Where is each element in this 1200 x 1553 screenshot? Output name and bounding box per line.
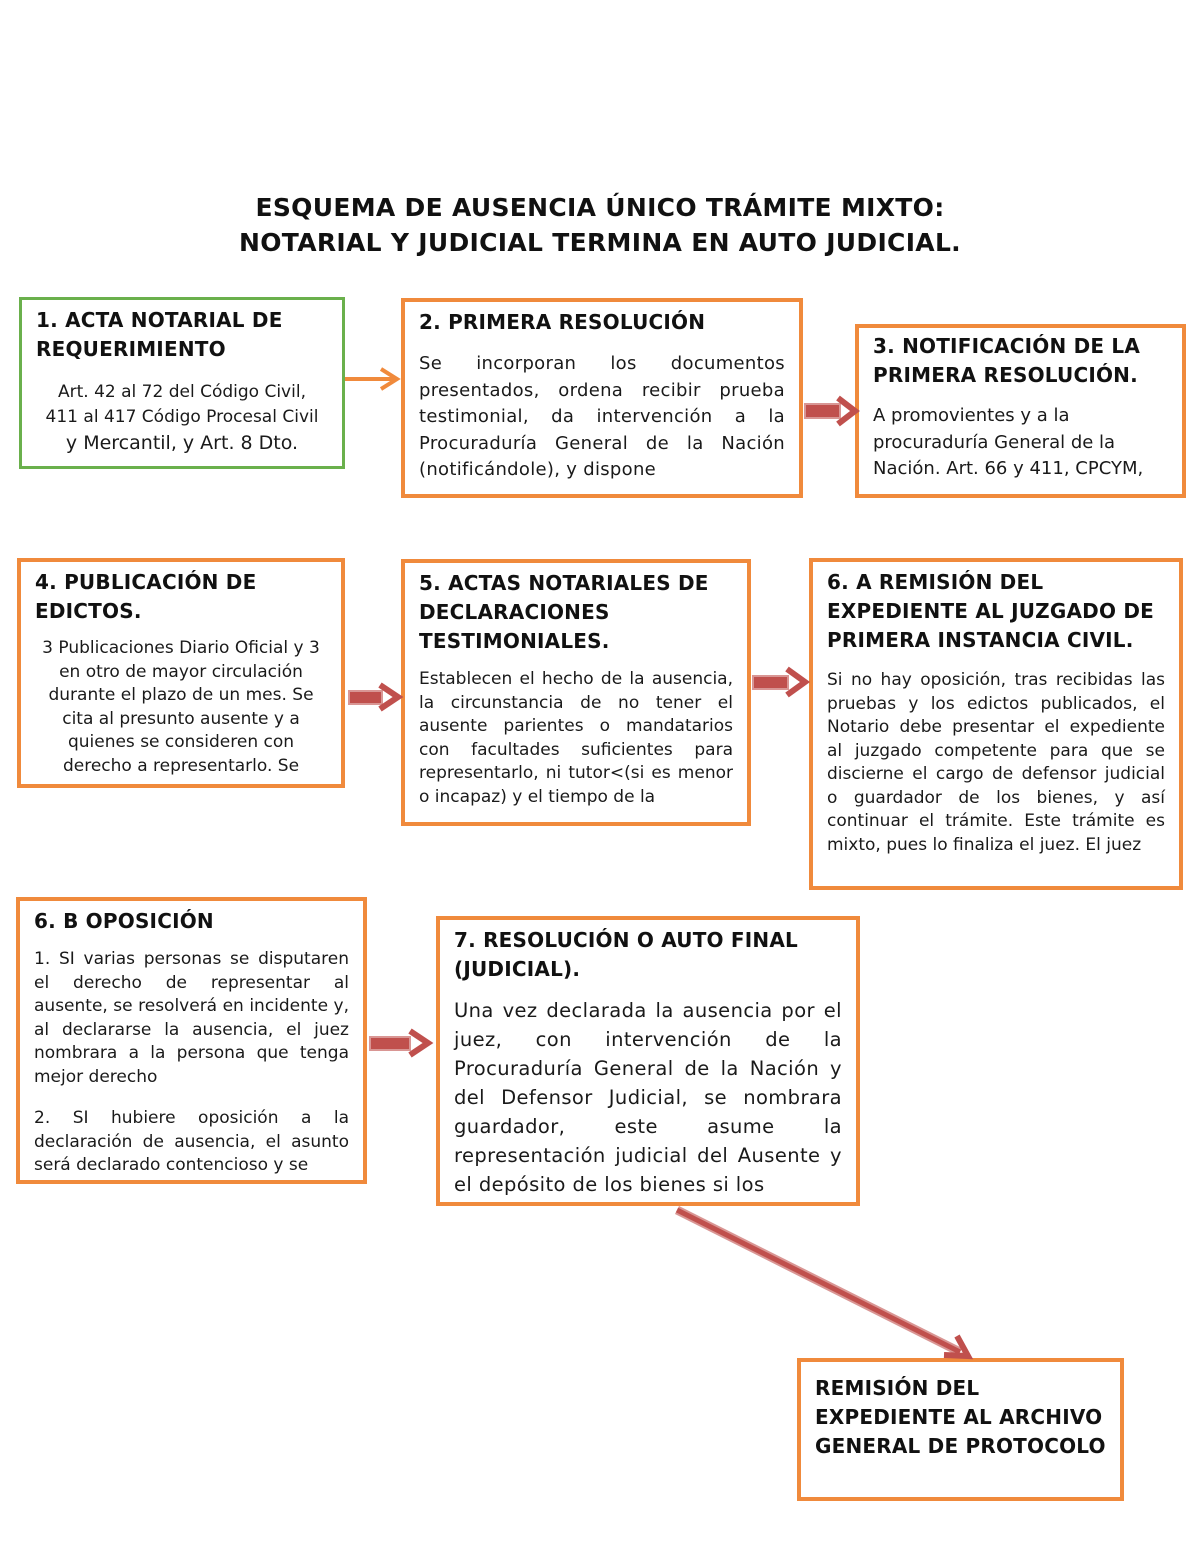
page-title-line-1: ESQUEMA DE AUSENCIA ÚNICO TRÁMITE MIXTO:: [255, 193, 945, 222]
step-7-heading: 7. RESOLUCIÓN O AUTO FINAL (JUDICIAL).: [454, 928, 798, 981]
arrow-1-to-2: [345, 369, 397, 389]
arrow-5-to-6a: [753, 669, 805, 695]
step-7-text: Una vez declarada la ausencia por el juez, con intervención de la Procuraduría General de la Nación y del Defensor Judicial, se nombrara guardador, este asume la representación judicial del Ausente y el depósito de los bienes si los: [454, 999, 842, 1196]
step-1-line-1: Art. 42 al 72 del Código Civil,: [58, 382, 306, 402]
step-4-text: 3 Publicaciones Diario Oficial y 3 en otro de mayor circulación durante el plazo de un mes. Se cita al presunto ausente y a quienes se consideren con derecho a representarlo. Se: [42, 638, 320, 776]
step-6a-heading: 6. A REMISIÓN DEL EXPEDIENTE AL JUZGADO DE PRIMERA INSTANCIA CIVIL.: [827, 570, 1155, 652]
step-6b-heading: 6. B OPOSICIÓN: [34, 909, 214, 933]
step-6b-text-1: 1. SI varias personas se disputaren el derecho de representar al ausente, se resolverá en incidente y, al declararse la ausencia, el juez nombrara a la persona que tenga mejor derecho: [34, 949, 349, 1087]
step-1-line-2: 411 al 417 Código Procesal Civil: [45, 407, 319, 427]
step-3-heading: 3. NOTIFICACIÓN DE LA PRIMERA RESOLUCIÓN.: [873, 334, 1141, 387]
step-1-line-3: y Mercantil, y Art. 8 Dto.: [65, 432, 299, 454]
page-title-line-2: NOTARIAL Y JUDICIAL TERMINA EN AUTO JUDICIAL.: [239, 228, 961, 257]
arrow-6b-to-7: [370, 1031, 428, 1055]
step-4-heading: 4. PUBLICACIÓN DE EDICTOS.: [35, 570, 257, 623]
step-6a-text: Si no hay oposición, tras recibidas las pruebas y los edictos publicados, el Notario debe presentar el expediente al juzgado competente para que se discierne el cargo de defensor judicial o guardador de los bienes, y así continuar el trámite. Este trámite es mixto, pues lo finaliza el juez. El juez: [827, 670, 1165, 855]
arrow-7-to-final: [677, 1210, 968, 1356]
step-2-text: Se incorporan los documentos presentados, ordena recibir prueba testimonial, da intervención a la Procuraduría General de la Nación (notificándole), y dispone: [419, 353, 785, 480]
arrow-2-to-3: [805, 398, 855, 424]
step-5-heading: 5. ACTAS NOTARIALES DE DECLARACIONES TESTIMONIALES.: [419, 571, 709, 653]
step-6b-text-2: 2. SI hubiere oposición a la declaración de ausencia, el asunto será declarado contencioso y se: [34, 1108, 349, 1175]
arrow-4-to-5: [349, 685, 398, 709]
final-step-heading: REMISIÓN DEL EXPEDIENTE AL ARCHIVO GENERAL DE PROTOCOLO: [815, 1376, 1106, 1458]
step-1-heading: 1. ACTA NOTARIAL DE REQUERIMIENTO: [36, 308, 283, 361]
step-2-heading: 2. PRIMERA RESOLUCIÓN: [419, 310, 706, 334]
step-3-text: A promovientes y a la procuraduría General de la Nación. Art. 66 y 411, CPCYM,: [873, 405, 1144, 479]
step-5-text: Establecen el hecho de la ausencia, la circunstancia de no tener el ausente parientes o mandatarios con facultades suficientes para representarlo, ni tutor<(si es menor o incapaz) y el tiempo de la: [419, 669, 733, 807]
